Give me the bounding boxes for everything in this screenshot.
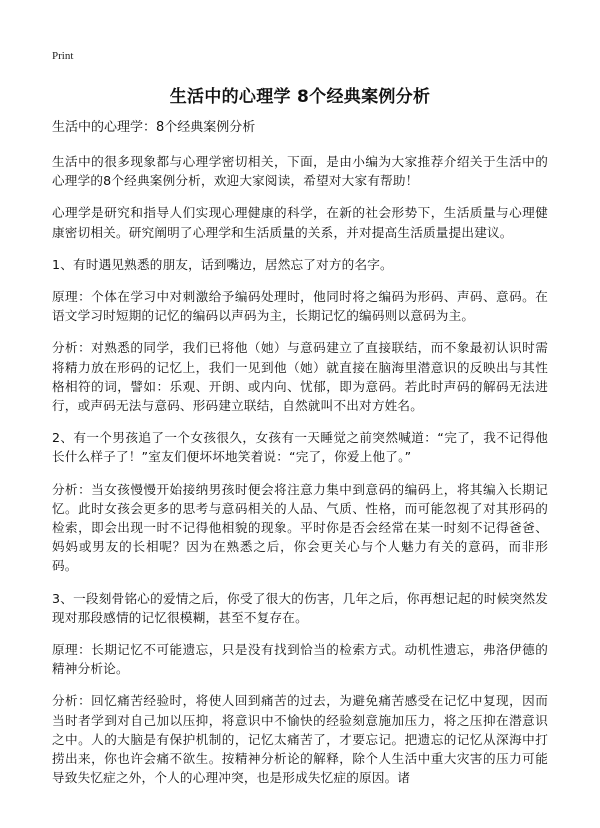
paragraph: 分析：回忆痛苦经验时，将使人回到痛苦的过去，为避免痛苦感受在记忆中复现，因而当时者学到对自己加以压抑，将意识中不愉快的经验刻意施加压力，将之压抑在潜意识之中。人的大脑是有保护机制的，记忆太痛苦了，才要忘记。把遗忘的记忆从深海中打捞出来，你也许会痛不欲生。按精神分析论的解释，除个人生活中重大灾害的压力可能导致失忆症之外，个人的心理冲突，也是形成失忆症的原因。诸 [52, 693, 548, 786]
paragraph: 分析：当女孩慢慢开始接纳男孩时便会将注意力集中到意码的编码上，将其编入长期记忆。此时女孩会更多的思考与意码相关的人品、气质、性格，而可能忽视了对其形码的检索，即会出现一时不记得他相貌的现象。平时你是否会经常在某一时刻不记得爸爸、妈妈或男友的长相呢？因为在熟悉之后，你会更关心与个人魅力有关的意码，而非形码。 [52, 481, 548, 574]
paragraph: 心理学是研究和指导人们实现心理健康的科学，在新的社会形势下，生活质量与心理健康密切相关。研究阐明了心理学和生活质量的关系，并对提高生活质量提出建议。 [52, 205, 548, 240]
page-title: 生活中的心理学 8个经典案例分析 [169, 87, 431, 107]
print-link[interactable]: Print [52, 50, 74, 62]
paragraph: 生活中的很多现象都与心理学密切相关，下面，是由小编为大家推荐介绍关于生活中的心理学的8个经典案例分析，欢迎大家阅读，希望对大家有帮助！ [52, 154, 548, 189]
paragraph: 原理：长期记忆不可能遗忘，只是没有找到恰当的检索方式。动机性遗忘，弗洛伊德的精神分析论。 [52, 642, 548, 677]
paragraph: 3、一段刻骨铭心的爱情之后，你受了很大的伤害，几年之后，你再想记起的时候突然发现对那段感情的记忆很模糊，甚至不复存在。 [52, 590, 548, 625]
article-body [52, 118, 548, 800]
paragraph: 分析：对熟悉的同学，我们已将他（她）与意码建立了直接联结，而不象最初认识时需将精力放在形码的记忆上，我们一见到他（她）就直接在脑海里潜意识的反映出与其性格相符的词，譬如：乐观、开朗、或内向、忧郁，即为意码。若此时声码的解码无法进行，或声码无法与意码、形码建立联结，自然就叫不出对方姓名。 [52, 340, 548, 414]
paragraph: 1、有时遇见熟悉的朋友，话到嘴边，居然忘了对方的名字。 [52, 256, 393, 272]
paragraph: 原理：个体在学习中对刺激给予编码处理时，他同时将之编码为形码、声码、意码。在语文学习时短期的记忆的编码以声码为主，长期记忆的编码则以意码为主。 [52, 289, 548, 324]
paragraph: 2、有一个男孩追了一个女孩很久，女孩有一天睡觉之前突然喊道：“完了，我不记得他长什么样子了！”室友们便坏坏地笑着说：“完了，你爱上他了。” [52, 430, 548, 465]
article-subtitle: 生活中的心理学：8个经典案例分析 [52, 120, 256, 135]
